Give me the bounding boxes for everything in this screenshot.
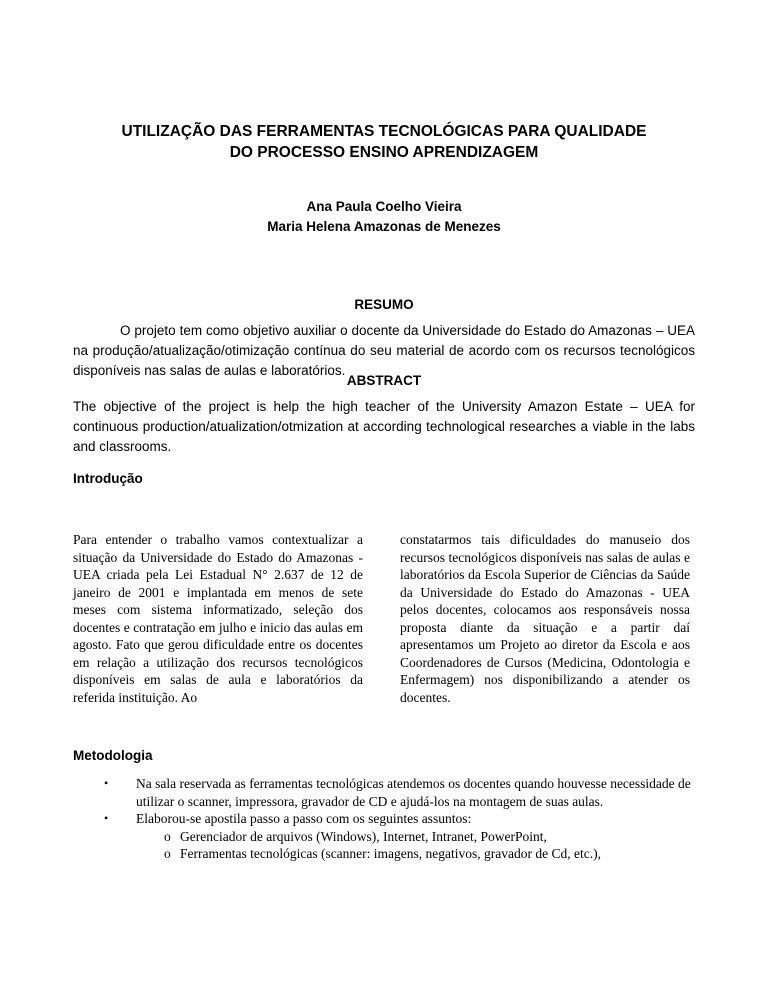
resumo-heading: RESUMO	[354, 297, 414, 312]
bullet-icon: •	[104, 776, 109, 790]
list-item	[104, 810, 698, 863]
author-name: Ana Paula Coelho Vieira	[306, 199, 462, 214]
metodologia-list	[104, 775, 698, 863]
resumo-text: O projeto tem como objetivo auxiliar o docente da Universidade do Estado do Amazonas – UEA na produção/atualização/otimização contínua do seu material de acordo com os recursos tecnológicos disponíveis nas salas de aulas e laboratórios.	[73, 323, 695, 378]
list-item	[104, 775, 698, 810]
document-title	[80, 121, 688, 163]
author-name: Maria Helena Amazonas de Menezes	[267, 219, 501, 234]
sub-list-item-text: Ferramentas tecnológicas (scanner: imagens, negativos, gravador de Cd, etc.),	[180, 846, 601, 861]
circle-bullet-icon: o	[164, 846, 171, 861]
sub-list-item	[164, 845, 698, 863]
sub-list-item	[164, 828, 698, 846]
metodologia-heading: Metodologia	[73, 748, 153, 763]
circle-bullet-icon: o	[164, 828, 171, 844]
list-item-text: Elaborou-se apostila passo a passo com os seguintes assuntos:	[136, 811, 472, 826]
metodologia-sublist	[136, 828, 698, 863]
abstract-text: The objective of the project is help the high teacher of the University Amazon Estate – UEA for continuous production/atualization/otmization at according technological researches a viable in the labs and classrooms.	[73, 399, 695, 454]
bullet-icon: •	[104, 811, 109, 825]
introducao-column-left: Para entender o trabalho vamos contextualizar a situação da Universidade do Estado do Amazonas - UEA criada pela Lei Estadual N° 2.637 de 12 de janeiro de 2001 e implantada em menos de sete meses com sistema informatizado, seleção dos docentes e contratação em julho e inicio das aulas em agosto. Fato que gerou dificuldade entre os docentes em relação a utilização dos recursos tecnológicos disponíveis em salas de aula e laboratórios da referida instituição. Ao	[73, 532, 363, 705]
title-line-1: UTILIZAÇÃO DAS FERRAMENTAS TECNOLÓGICAS PARA QUALIDADE	[121, 123, 647, 140]
abstract-heading: ABSTRACT	[346, 373, 422, 388]
list-item-text: Na sala reservada as ferramentas tecnológicas atendemos os docentes quando houvesse necessidade de utilizar o scanner, impressora, gravador de CD e ajudá-los na montagem de suas aulas.	[136, 776, 691, 809]
introducao-column-right: constatarmos tais dificuldades do manuseio dos recursos tecnológicos disponíveis nas salas de aulas e laboratórios da Escola Superior de Ciências da Saúde da Universidade do Estado do Amazonas - UEA pelos docentes, colocamos aos responsáveis nossa proposta diante da situação e a partir daí apresentamos um Projeto ao diretor da Escola e aos Coordenadores de Cursos (Medicina, Odontologia e Enfermagem) nos disponibilizando a atender os docentes.	[400, 532, 690, 705]
author-list	[80, 197, 688, 237]
title-line-2: DO PROCESSO ENSINO APRENDIZAGEM	[229, 144, 539, 161]
sub-list-item-text: Gerenciador de arquivos (Windows), Internet, Intranet, PowerPoint,	[180, 828, 547, 844]
introducao-heading: Introdução	[73, 471, 143, 486]
